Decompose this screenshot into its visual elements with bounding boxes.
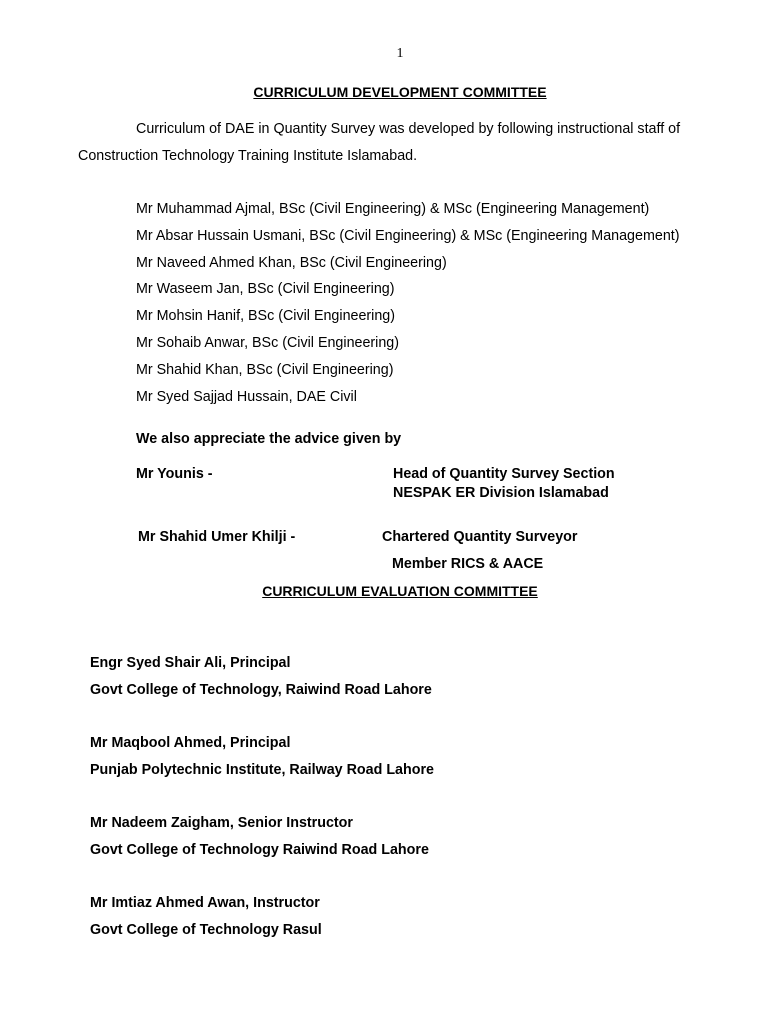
appreciation-line: We also appreciate the advice given by	[136, 431, 402, 447]
advisor-name: Mr Shahid Umer Khilji -	[138, 529, 296, 545]
member-institution: Govt College of Technology Raiwind Road Lahore	[90, 842, 429, 858]
member-name: Mr Maqbool Ahmed, Principal	[90, 735, 291, 751]
staff-member: Mr Absar Hussain Usmani, BSc (Civil Engineering) & MSc (Engineering Management)	[136, 227, 680, 244]
development-committee-heading: CURRICULUM DEVELOPMENT COMMITTEE	[253, 84, 547, 100]
member-name: Engr Syed Shair Ali, Principal	[90, 655, 291, 671]
staff-member: Mr Mohsin Hanif, BSc (Civil Engineering)	[136, 308, 396, 325]
advisor-role: Chartered Quantity Surveyor	[382, 529, 578, 545]
intro-paragraph: Curriculum of DAE in Quantity Survey was developed by following instructional staff of Construction Technology Training Institute Islamabad.	[78, 121, 681, 164]
staff-list	[136, 196, 680, 410]
evaluation-member	[90, 651, 434, 731]
member-institution: Punjab Polytechnic Institute, Railway Road Lahore	[90, 762, 434, 778]
member-institution: Govt College of Technology, Raiwind Road Lahore	[90, 682, 432, 698]
evaluation-member	[90, 891, 434, 971]
advisor-detail: NESPAK ER Division Islamabad	[393, 485, 609, 501]
evaluation-member-list	[90, 651, 434, 971]
staff-member: Mr Shahid Khan, BSc (Civil Engineering)	[136, 361, 394, 378]
advisor-name: Mr Younis -	[136, 466, 213, 482]
member-name: Mr Imtiaz Ahmed Awan, Instructor	[90, 895, 320, 911]
advisor-detail: Member RICS & AACE	[392, 556, 544, 572]
staff-member: Mr Sohaib Anwar, BSc (Civil Engineering)	[136, 334, 400, 351]
staff-member: Mr Naveed Ahmed Khan, BSc (Civil Engineering)	[136, 254, 447, 271]
staff-member: Mr Syed Sajjad Hussain, DAE Civil	[136, 388, 357, 405]
advisor-role: Head of Quantity Survey Section	[393, 466, 615, 482]
staff-member: Mr Waseem Jan, BSc (Civil Engineering)	[136, 281, 395, 298]
evaluation-member	[90, 731, 434, 811]
page-number: 1	[396, 46, 404, 61]
member-name: Mr Nadeem Zaigham, Senior Instructor	[90, 815, 353, 831]
member-institution: Govt College of Technology Rasul	[90, 922, 322, 938]
evaluation-committee-heading: CURRICULUM EVALUATION COMMITTEE	[262, 583, 538, 599]
evaluation-member	[90, 811, 434, 891]
staff-member: Mr Muhammad Ajmal, BSc (Civil Engineering) & MSc (Engineering Management)	[136, 201, 650, 217]
